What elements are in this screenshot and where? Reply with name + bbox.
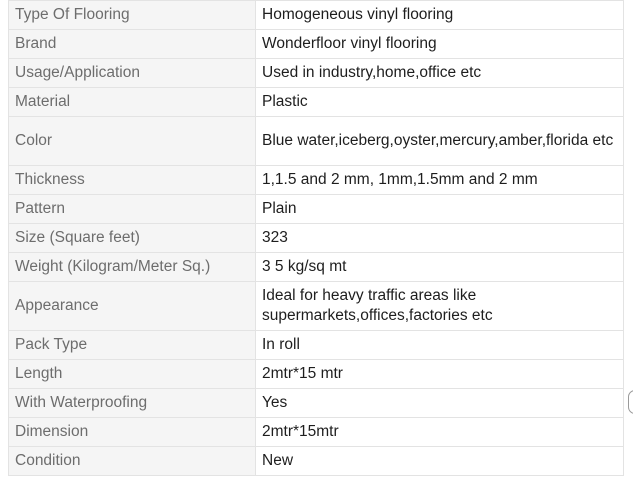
specifications-table (8, 0, 624, 476)
spec-value-brand: Wonderfloor vinyl flooring (256, 30, 624, 59)
table-row (9, 88, 624, 117)
spec-value-dimension: 2mtr*15mtr (256, 418, 624, 447)
table-row (9, 59, 624, 88)
spec-key-dimension: Dimension (9, 418, 256, 447)
spec-key-thickness: Thickness (9, 166, 256, 195)
spec-key-pack-type: Pack Type (9, 331, 256, 360)
spec-value-appearance: Ideal for heavy traffic areas like supermarkets,offices,factories etc (256, 282, 624, 331)
table-row (9, 30, 624, 59)
spec-value-length: 2mtr*15 mtr (256, 360, 624, 389)
table-row (9, 418, 624, 447)
table-row (9, 389, 624, 418)
spec-value-with-waterproofing: Yes (256, 389, 624, 418)
spec-key-brand: Brand (9, 30, 256, 59)
table-row (9, 447, 624, 476)
spec-value-pattern: Plain (256, 195, 624, 224)
table-row (9, 253, 624, 282)
spec-value-condition: New (256, 447, 624, 476)
spec-value-usage-application: Used in industry,home,office etc (256, 59, 624, 88)
table-row (9, 360, 624, 389)
spec-key-length: Length (9, 360, 256, 389)
spec-key-color: Color (9, 117, 256, 166)
table-row (9, 166, 624, 195)
spec-value-color: Blue water,iceberg,oyster,mercury,amber,florida etc (256, 117, 624, 166)
spec-value-weight: 3 5 kg/sq mt (256, 253, 624, 282)
spec-value-type-of-flooring: Homogeneous vinyl flooring (256, 1, 624, 30)
scroll-handle[interactable] (628, 390, 633, 414)
table-row (9, 224, 624, 253)
spec-value-thickness: 1,1.5 and 2 mm, 1mm,1.5mm and 2 mm (256, 166, 624, 195)
spec-value-size: 323 (256, 224, 624, 253)
spec-key-size: Size (Square feet) (9, 224, 256, 253)
spec-key-usage-application: Usage/Application (9, 59, 256, 88)
spec-key-type-of-flooring: Type Of Flooring (9, 1, 256, 30)
spec-key-material: Material (9, 88, 256, 117)
table-row (9, 331, 624, 360)
spec-value-pack-type: In roll (256, 331, 624, 360)
spec-key-condition: Condition (9, 447, 256, 476)
table-row (9, 117, 624, 166)
spec-key-weight: Weight (Kilogram/Meter Sq.) (9, 253, 256, 282)
spec-key-appearance: Appearance (9, 282, 256, 331)
table-row (9, 282, 624, 331)
spec-key-with-waterproofing: With Waterproofing (9, 389, 256, 418)
spec-value-material: Plastic (256, 88, 624, 117)
table-row (9, 195, 624, 224)
table-row (9, 1, 624, 30)
spec-key-pattern: Pattern (9, 195, 256, 224)
